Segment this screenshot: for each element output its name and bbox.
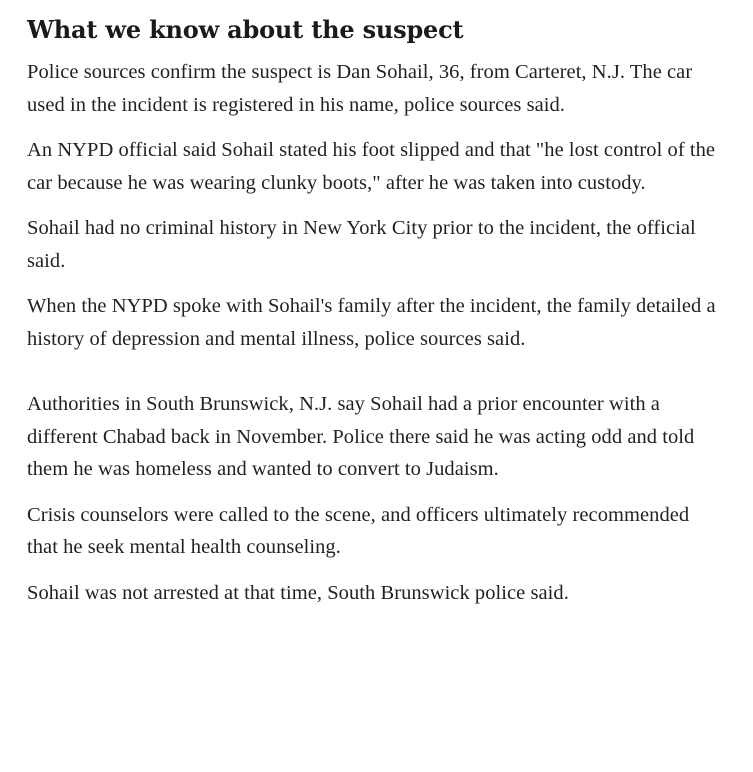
paragraph-criminal-history: Sohail had no criminal history in New York City prior to the incident, the official said. bbox=[27, 217, 696, 272]
paragraph-suspect-identity: Police sources confirm the suspect is Dan Sohail, 36, from Carteret, N.J. The car used in the incident is registered in his name, police sources said. bbox=[27, 61, 693, 116]
paragraph-prior-encounter: Authorities in South Brunswick, N.J. say Sohail had a prior encounter with a different Chabad back in November. Police there said he was acting odd and told them he was homeless and wanted to convert to Judaism. bbox=[27, 393, 695, 480]
section-heading: What we know about the suspect bbox=[27, 15, 464, 44]
paragraph-family-history: When the NYPD spoke with Sohail's family after the incident, the family detailed a history of depression and mental illness, police sources said. bbox=[27, 295, 716, 350]
paragraph-crisis-counselors: Crisis counselors were called to the scene, and officers ultimately recommended that he seek mental health counseling. bbox=[27, 503, 690, 558]
paragraph-not-arrested: Sohail was not arrested at that time, South Brunswick police said. bbox=[27, 581, 569, 604]
paragraph-official-statement: An NYPD official said Sohail stated his foot slipped and that "he lost control of the car because he was wearing clunky boots," after he was taken into custody. bbox=[27, 139, 716, 194]
